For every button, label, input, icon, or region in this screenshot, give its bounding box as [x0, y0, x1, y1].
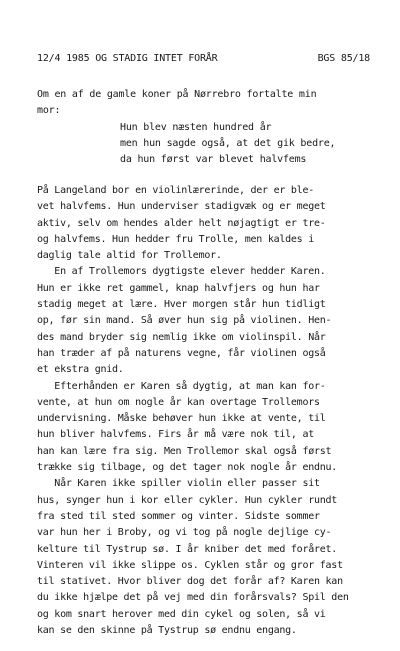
- intro-paragraph: [37, 87, 377, 118]
- body-line: Vinteren vil ikke slippe os. Cyklen står og gror fast: [37, 559, 343, 571]
- body-line: var hun her i Broby, og vi tog på nogle dejlige cy-: [37, 527, 332, 539]
- body-line: op, før sin mand. Så øver hun sig på violinen. Hen-: [37, 315, 332, 327]
- intro-line: Om en af de gamle koner på Nørrebro fortalte min: [37, 89, 317, 100]
- body-line: et ekstra gnid.: [37, 364, 124, 376]
- body-line: Når Karen ikke spiller violin eller passer sit: [37, 478, 320, 490]
- body-line: daglig tale altid for Trollemor.: [37, 250, 222, 262]
- body-line: du ikke hjælpe det på vej med din forårsvals? Spil den: [37, 592, 349, 604]
- body-line: Hun er ikke ret gammel, knap halvfjers og hun har: [37, 282, 320, 294]
- body-line: og kom snart herover med din cykel og solen, så vi: [37, 608, 326, 620]
- body-line: vet halvfems. Hun underviser stadigvæk og er meget: [37, 201, 326, 213]
- body-line: hus, synger hun i kor eller cykler. Hun cykler rundt: [37, 494, 338, 506]
- body-line: trække sig tilbage, og det tager nok nogle år endnu.: [37, 462, 338, 474]
- verse-line: Hun blev næsten hundred år: [120, 122, 272, 133]
- verse-line: da hun først var blevet halvfems: [120, 154, 307, 165]
- page-header: [37, 52, 370, 66]
- header-reference: BGS 85/18: [317, 53, 370, 64]
- body-line: og halvfems. Hun hedder fru Trolle, men kaldes i: [37, 233, 314, 245]
- body-line: kan se den skinne på Tystrup sø endnu engang.: [37, 625, 297, 637]
- body-line: Efterhånden er Karen så dygtig, at man kan for-: [37, 380, 326, 392]
- body-line: til stativet. Hvor bliver dog det forår af? Karen kan: [37, 576, 343, 588]
- body-line: han træder af på naturens vegne, får violinen også: [37, 347, 326, 359]
- body-line: På Langeland bor en violinlærerinde, der er ble-: [37, 185, 314, 196]
- body-line: aktiv, selv om hendes alder helt nøjagtigt er tre-: [37, 217, 326, 229]
- body-line: vente, at hun om nogle år kan overtage Trollemors: [37, 396, 320, 408]
- body-line: fra sted til sted sommer og vinter. Sidste sommer: [37, 510, 320, 522]
- body-text: [37, 183, 382, 639]
- quoted-verse: [120, 120, 390, 168]
- header-title: 12/4 1985 OG STADIG INTET FORÅR: [37, 53, 218, 64]
- body-line: kelture til Tystrup sø. I år kniber det med foråret.: [37, 543, 338, 555]
- body-line: han kan lære fra sig. Men Trollemor skal også først: [37, 445, 332, 457]
- body-line: des mand bryder sig nemlig ikke om violinspil. Når: [37, 331, 326, 343]
- verse-line: men hun sagde også, at det gik bedre,: [120, 138, 336, 149]
- body-line: undervisning. Måske behøver hun ikke at vente, til: [37, 413, 326, 425]
- body-line: hun bliver halvfems. Firs år må være nok til, at: [37, 429, 314, 441]
- intro-line: mor:: [37, 104, 61, 116]
- body-line: stadig meget at lære. Hver morgen står hun tidligt: [37, 299, 326, 311]
- body-line: En af Trollemors dygtigste elever hedder Karen.: [37, 266, 326, 278]
